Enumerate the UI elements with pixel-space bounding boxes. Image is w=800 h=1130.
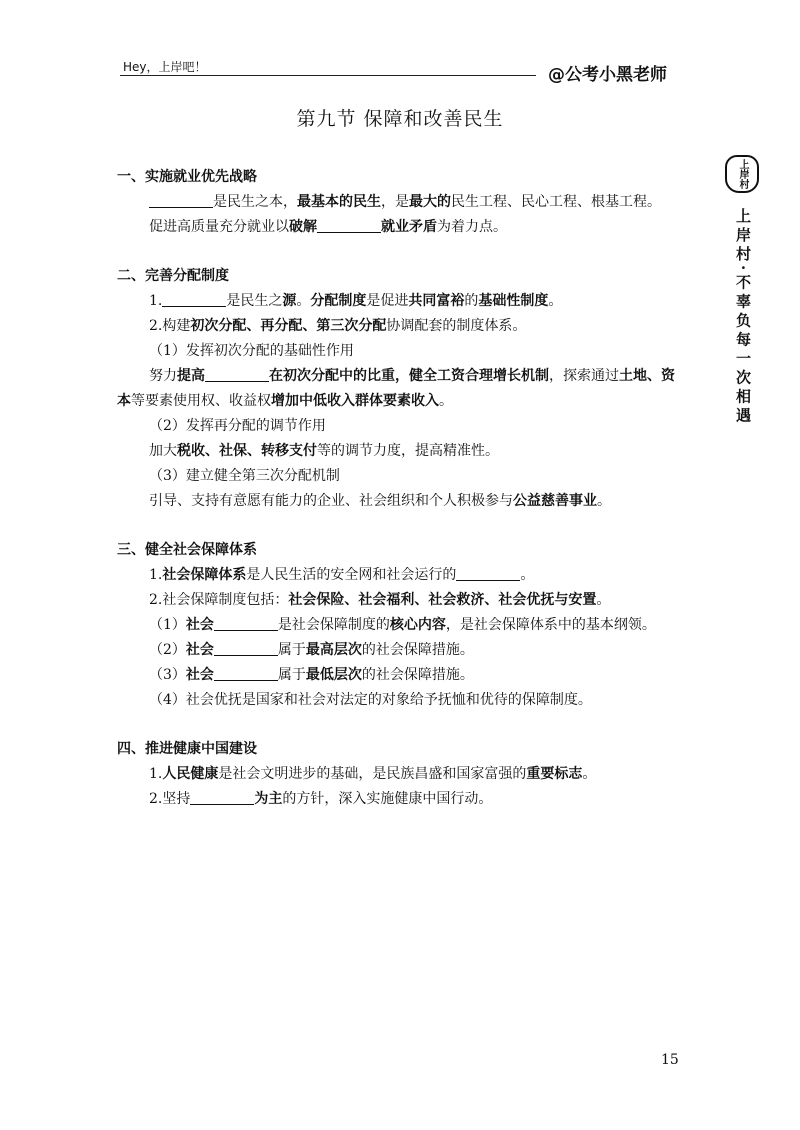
fill-blank — [214, 666, 278, 681]
paragraph: （3）社会 属于最低层次的社会保障措施。 — [149, 667, 474, 683]
paragraph: 促进高质量充分就业以破解 就业矛盾为着力点。 — [149, 219, 507, 235]
paragraph: 努力提高 在初次分配中的比重，健全工资合理增长机制，探索通过土地、资本等要素使用权、收益权增加中低收入群体要素收入。 — [117, 368, 675, 409]
paragraph: （2）发挥再分配的调节作用 — [149, 418, 326, 434]
paragraph: 2.构建初次分配、再分配、第三次分配协调配套的制度体系。 — [149, 318, 527, 334]
paragraph: 加大税收、社保、转移支付等的调节力度，提高精准性。 — [149, 443, 499, 459]
fill-blank — [149, 193, 213, 208]
fill-blank — [456, 566, 520, 581]
section-3-heading: 三、健全社会保障体系 — [117, 542, 257, 558]
seal-text: 上岸村 — [737, 159, 748, 189]
fill-blank — [317, 218, 381, 233]
paragraph: 2.社会保障制度包括：社会保险、社会福利、社会救济、社会优抚与安置。 — [149, 592, 611, 608]
paragraph: （1）社会 是社会保障制度的核心内容，是社会保障体系中的基本纲领。 — [149, 617, 656, 633]
page-number: 15 — [661, 1052, 679, 1068]
section-2-heading: 二、完善分配制度 — [117, 268, 229, 284]
fill-blank — [162, 292, 226, 307]
fill-blank — [214, 616, 278, 631]
paragraph: 1. 是民生之源。分配制度是促进共同富裕的基础性制度。 — [149, 293, 563, 309]
section-4-heading: 四、推进健康中国建设 — [117, 741, 257, 757]
side-vertical-text: 上岸村·不辜负每一次相遇 — [734, 208, 752, 427]
header-right-text: @公考小黑老师 — [548, 65, 667, 85]
paragraph: 是民生之本，最基本的民生，是最大的民生工程、民心工程、根基工程。 — [117, 190, 687, 215]
fill-blank — [190, 790, 254, 805]
paragraph: （3）建立健全第三次分配机制 — [149, 468, 340, 484]
paragraph: 引导、支持有意愿有能力的企业、社会组织和个人积极参与公益慈善事业。 — [149, 493, 611, 509]
paragraph: （2）社会 属于最高层次的社会保障措施。 — [149, 642, 474, 658]
header-rule — [120, 75, 536, 76]
fill-blank — [214, 641, 278, 656]
fill-blank — [205, 367, 269, 382]
paragraph: （4）社会优抚是国家和社会对法定的对象给予抚恤和优待的保障制度。 — [149, 692, 592, 708]
paragraph: （1）发挥初次分配的基础性作用 — [149, 343, 354, 359]
seal-stamp — [725, 155, 759, 193]
paragraph: 2.坚持 为主的方针，深入实施健康中国行动。 — [149, 791, 493, 807]
paragraph: 1.人民健康是社会文明进步的基础，是民族昌盛和国家富强的重要标志。 — [149, 766, 597, 782]
main-content — [117, 165, 687, 812]
section-1-heading: 一、实施就业优先战略 — [117, 169, 257, 185]
header-left-text: Hey，上岸吧！ — [123, 60, 207, 74]
page-title: 第九节 保障和改善民生 — [296, 108, 504, 130]
paragraph: 1.社会保障体系是人民生活的安全网和社会运行的 。 — [149, 567, 535, 583]
